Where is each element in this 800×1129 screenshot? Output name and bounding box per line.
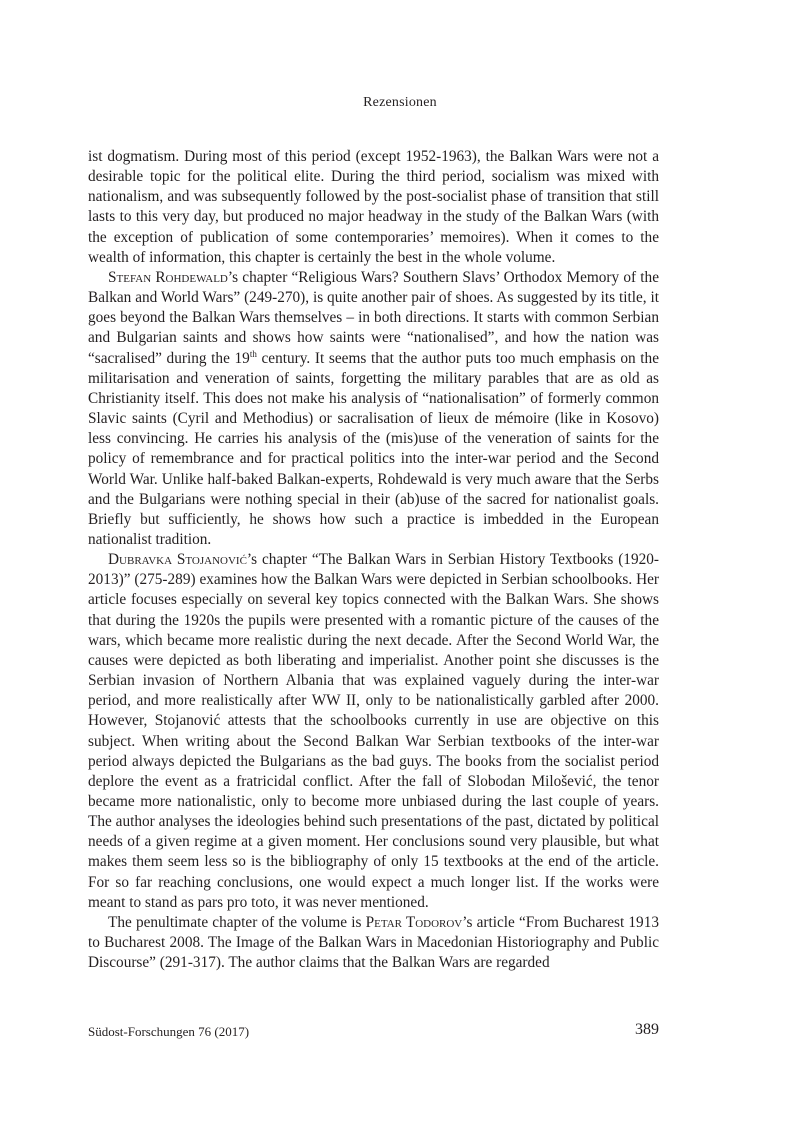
paragraph-1: ist dogmatism. During most of this period (except 1952-1963), the Balkan Wars were not a desirable topic for the political elite. During the third period, socialism was mixed with nationalism, and was subsequently followed by the post-socialist phase of transition that still lasts to this very day, but produced no major headway in the study of the Balkan Wars (with the exception of publication of some contemporaries’ memoires). When it comes to the wealth of information, this chapter is certainly the best in the whole volume. (88, 148, 659, 266)
page-number: 389 (635, 1021, 659, 1038)
paragraph-3 (88, 550, 659, 913)
author-name: Petar Todorov (365, 913, 463, 931)
paragraph-text: century. It seems that the author puts too much emphasis on the militarisation and veneration of saints, forgetting the military parables that are as old as Christianity itself. This does not make his analysis of “nationalisation” of formerly common Slavic saints (Cyril and Methodius) or sacralisation of lieux de mémoire (like in Kosovo) less convincing. He carries his analysis of the (mis)use of the veneration of saints for the policy of remembrance and for practical politics into the inter-war period and the Second World War. Unlike half-baked Balkan-experts, Rohdewald is very much aware that the Serbs and the Bulgarians were nothing special in their (ab)use of the sacred for nationalist goals. Briefly but sufficiently, he shows how such a practice is imbedded in the European nationalist tradition. (88, 349, 659, 548)
paragraph-text: ’s chapter “Religious Wars? Southern Slavs’ Orthodox Memory of the Balkan and World Wars” (249-270), is quite another pair of shoes. As suggested by its title, it goes beyond the Balkan Wars themselves – in both directions. It starts with common Serbian and Bulgarian saints and shows how saints were “nationalised”, and how the nation was “sacralised” during the 19 (88, 268, 659, 367)
author-name: Stefan Rohdewald (108, 268, 228, 286)
paragraph-text: The penultimate chapter of the volume is (108, 913, 366, 931)
body-text (88, 147, 659, 973)
paragraph-text: ’s chapter “The Balkan Wars in Serbian History Textbooks (1920-2013)” (275-289) examines how the Balkan Wars were depicted in Serbian schoolbooks. Her article focuses especially on several key topics connected with the Balkan Wars. She shows that during the 1920s the pupils were presented with a romantic picture of the causes of the wars, which became more realistic during the next decade. After the Second World War, the causes were depicted as both liberating and imperialist. Another point she discusses is the Serbian invasion of Northern Albania that was explained vaguely during the inter-war period, and more realistically after WW II, only to be nationalistically garbled after 2000. However, Stojanović attests that the schoolbooks currently in use are objective on this subject. When writing about the Second Balkan War Serbian textbooks of the inter-war period always depicted the Bulgarians as the bad guys. The books from the socialist period deplore the event as a fratricidal conflict. After the fall of Slobodan Milošević, the tenor became more nationalistic, only to become more unbiased during the last couple of years. The author analyses the ideologies behind such presentations of the past, dictated by political needs of a given regime at a given moment. Her conclusions sound very plausible, but what makes them seem less so is the bibliography of only 15 textbooks at the end of the article. For so far reaching conclusions, one would expect a much longer list. If the works were meant to stand as pars pro toto, it was never mentioned. (88, 551, 659, 911)
superscript: th (249, 348, 257, 359)
paragraph-text: ’s article “From Bucharest 1913 to Bucharest 2008. The Image of the Balkan Wars in Macedonian Historiography and Public Discourse” (291-317). The author claims that the Balkan Wars are regarded (88, 913, 660, 972)
running-head: Rezensionen (363, 95, 437, 110)
author-name: Dubravka Stojanović (108, 551, 247, 569)
paragraph-2 (88, 268, 659, 550)
footer-journal-title: Südost-Forschungen 76 (2017) (88, 1024, 250, 1039)
paragraph-4 (88, 913, 659, 973)
